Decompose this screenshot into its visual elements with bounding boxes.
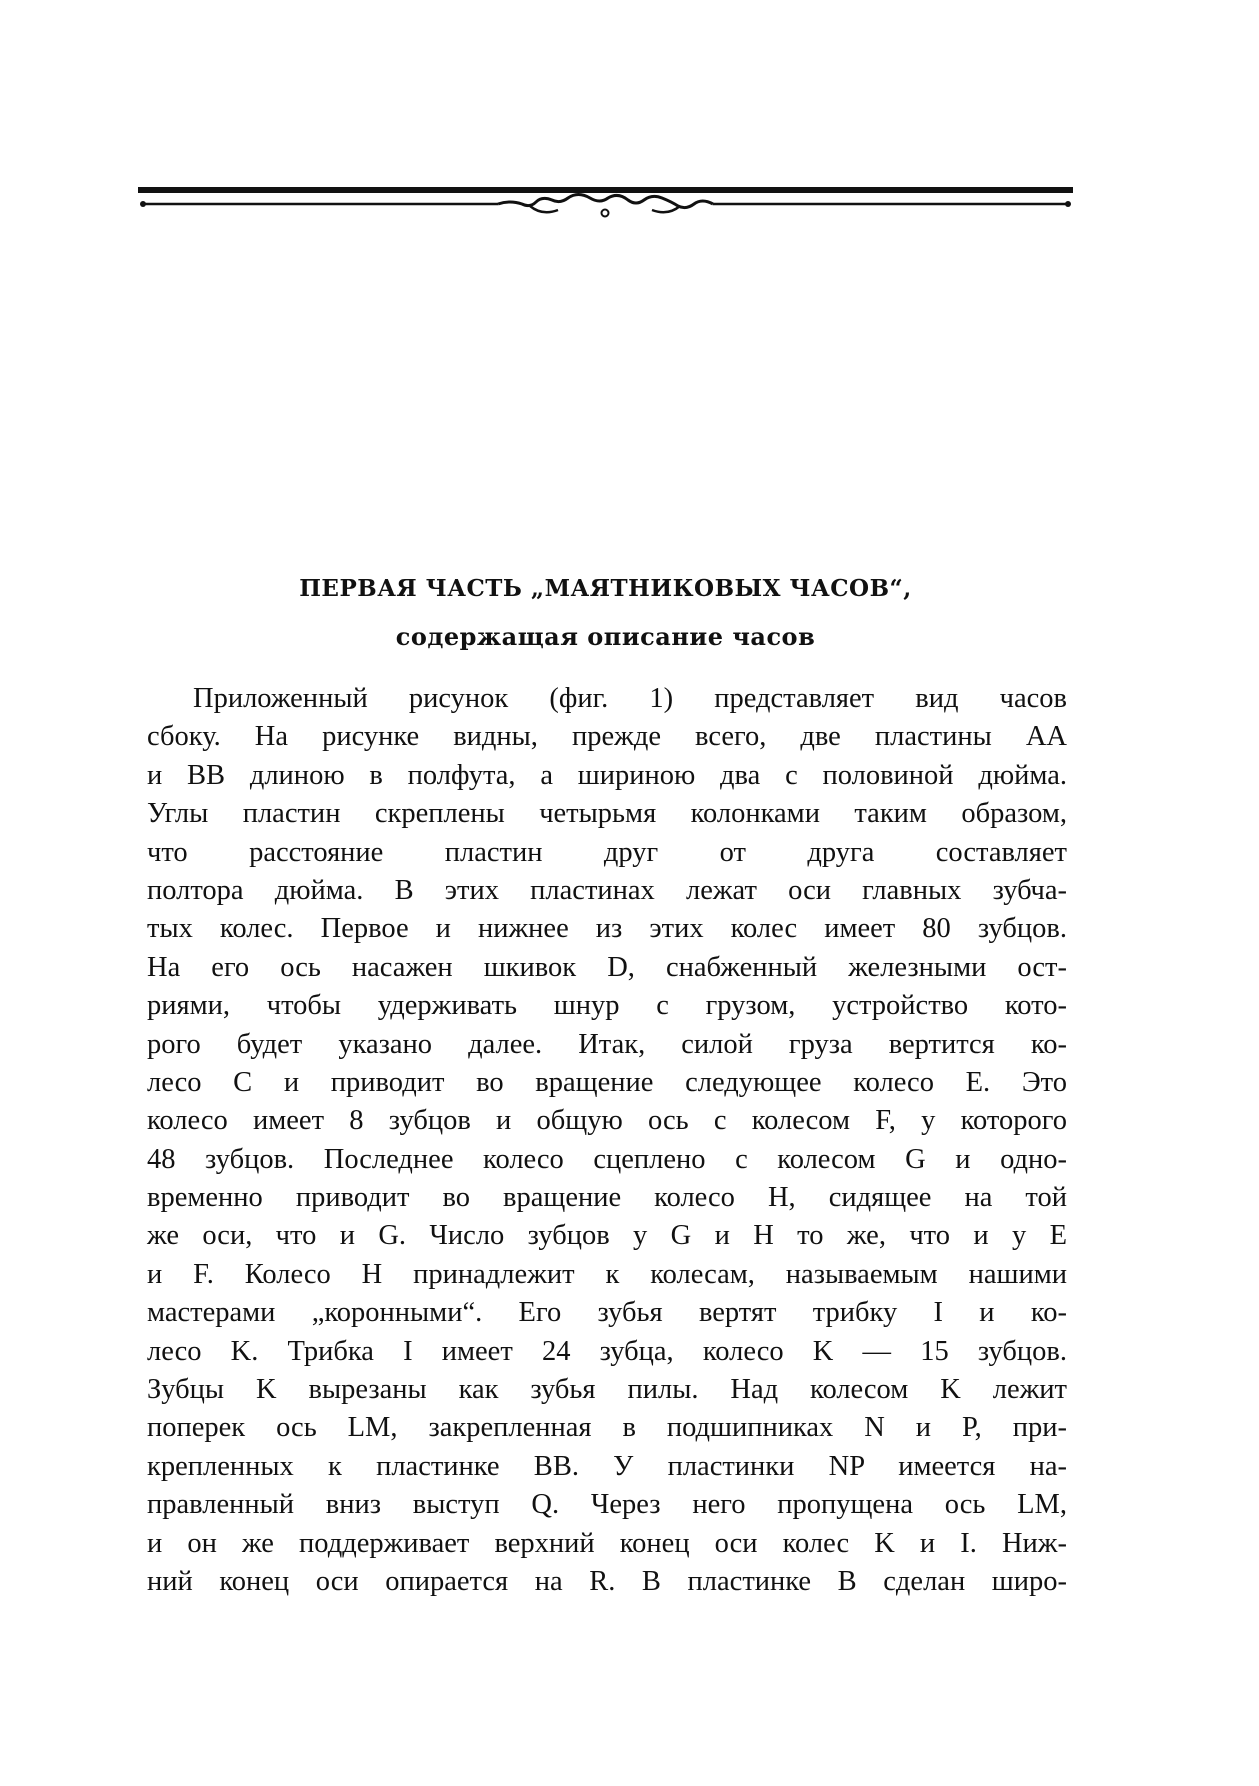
text-line: же оси, что и G. Число зубцов у G и H то же, что и у E	[147, 1220, 1067, 1252]
text-line: 48 зубцов. Последнее колесо сцеплено с колесом G и одно-	[147, 1143, 1067, 1175]
text-line: Зубцы K вырезаны как зубья пилы. Над колесом K лежит	[147, 1374, 1067, 1406]
text-line: ний конец оси опирается на R. В пластинке B сделан широ-	[147, 1565, 1067, 1597]
text-line: лесо C и приводит во вращение следующее колесо E. Это	[147, 1066, 1067, 1098]
text-line: Приложенный рисунок (фиг. 1) представляет вид часов	[193, 683, 1067, 714]
text-line: и он же поддерживает верхний конец оси колес K и I. Ниж-	[147, 1527, 1067, 1559]
body-paragraph	[147, 680, 1067, 1601]
decorative-header-rule	[138, 186, 1073, 230]
text-line: риями, чтобы удерживать шнур с грузом, устройство кото-	[147, 990, 1067, 1022]
text-line: и BB длиною в полфута, а шириною два с половиной дюйма.	[147, 759, 1067, 791]
text-line: крепленных к пластинке BB. У пластинки NP имеется на-	[147, 1450, 1067, 1482]
text-line: Углы пластин скреплены четырьмя колонками таким образом,	[147, 798, 1067, 830]
text-line: лесо K. Трибка I имеет 24 зубца, колесо K — 15 зубцов.	[147, 1335, 1067, 1367]
text-line: сбоку. На рисунке видны, прежде всего, две пластины AA	[147, 721, 1067, 753]
chapter-title: ПЕРВАЯ ЧАСТЬ „МАЯТНИКОВЫХ ЧАСОВ“,	[299, 575, 912, 602]
text-line: тых колес. Первое и нижнее из этих колес имеет 80 зубцов.	[147, 913, 1067, 945]
text-line: полтора дюйма. В этих пластинах лежат оси главных зубча-	[147, 874, 1067, 906]
text-line: правленный вниз выступ Q. Через него пропущена ось LM,	[147, 1489, 1067, 1521]
text-line: временно приводит во вращение колесо H, сидящее на той	[147, 1182, 1067, 1214]
text-line: что расстояние пластин друг от друга составляет	[147, 836, 1067, 868]
chapter-subtitle: содержащая описание часов	[395, 622, 816, 651]
text-line: мастерами „коронными“. Его зубья вертят трибку I и ко-	[147, 1297, 1067, 1329]
text-line: рого будет указано далее. Итак, силой груза вертится ко-	[147, 1028, 1067, 1060]
text-line: На его ось насажен шкивок D, снабженный железными ост-	[147, 951, 1067, 983]
text-line: колесо имеет 8 зубцов и общую ось с колесом F, у которого	[147, 1105, 1067, 1137]
text-line: и F. Колесо H принадлежит к колесам, называемым нашими	[147, 1258, 1067, 1290]
text-line: поперек ось LM, закрепленная в подшипниках N и P, при-	[147, 1412, 1067, 1444]
